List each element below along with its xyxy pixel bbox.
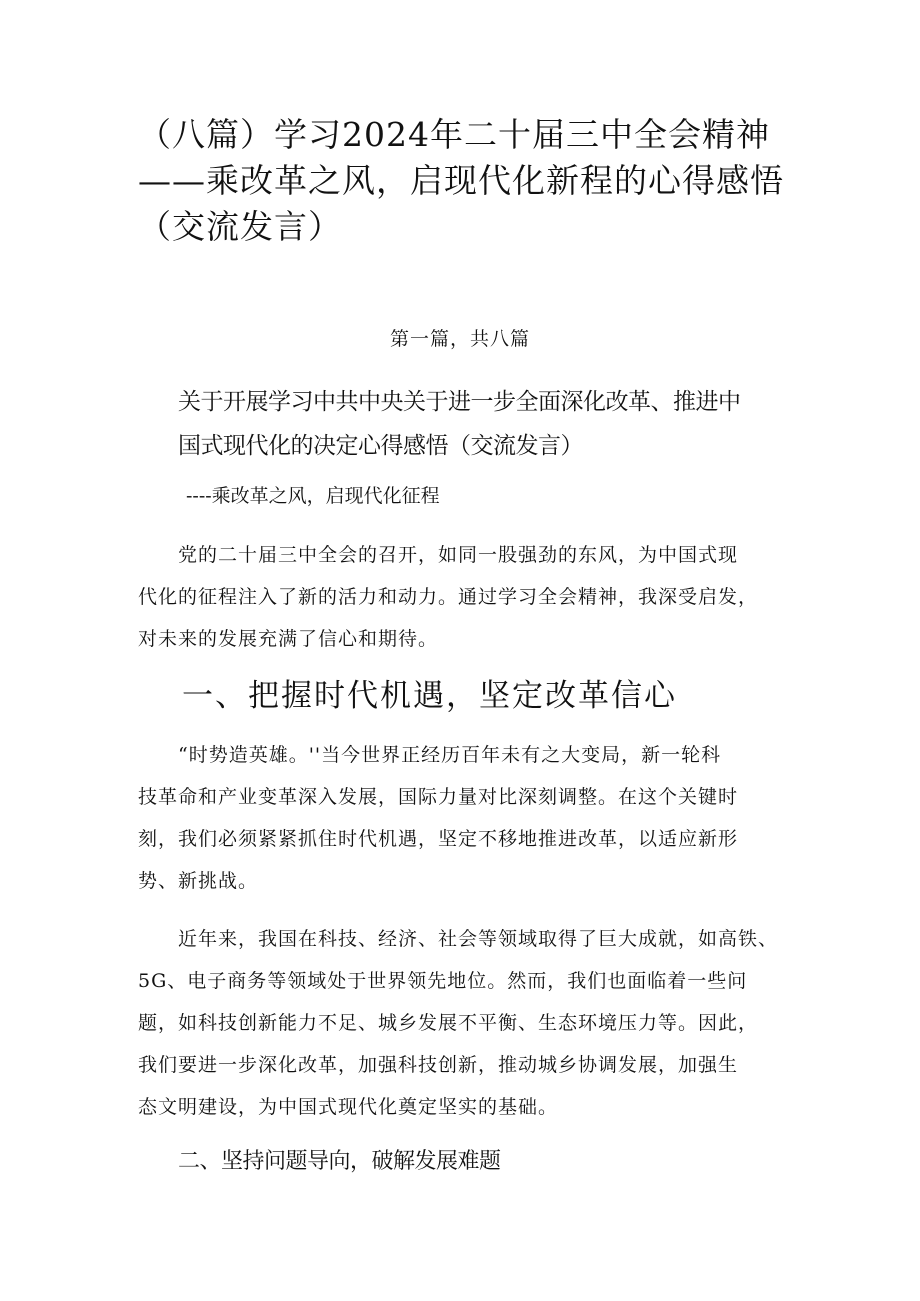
section-1-paragraph-1 [138, 734, 790, 902]
title-line-3: （交流发言） [138, 207, 342, 246]
paragraph-line: 刻，我们必须紧紧抓住时代机遇，坚定不移地推进改革，以适应新形 [138, 828, 739, 850]
paragraph-line: “时势造英雄。''当今世界正经历百年未有之大变局，新一轮科 [138, 744, 722, 766]
paragraph-line: 5G、电子商务等领域处于世界领先地位。然而，我们也面临着一些问 [138, 970, 748, 992]
intro-paragraph [138, 534, 790, 660]
title-line-1: （八篇）学习2024年二十届三中全会精神 [138, 115, 770, 154]
paragraph-line: 态文明建设，为中国式现代化奠定坚实的基础。 [138, 1096, 559, 1118]
sub-heading-line-2: 国式现代化的决定心得感悟（交流发言） [178, 433, 583, 459]
paragraph-line: 势、新挑战。 [138, 870, 259, 892]
section-1-paragraph-2 [138, 918, 790, 1128]
paragraph-line: 我们要进一步深化改革，加强科技创新，推动城乡协调发展，加强生 [138, 1054, 739, 1076]
paragraph-line: 代化的征程注入了新的活力和动力。通过学习全会精神，我深受启发， [138, 586, 759, 608]
paragraph-line: 党的二十届三中全会的召开，如同一股强劲的东风，为中国式现 [138, 544, 739, 566]
paragraph-line: 题，如科技创新能力不足、城乡发展不平衡、生态环境压力等。因此， [138, 1012, 759, 1034]
title-line-2: ——乘改革之风，启现代化新程的心得感悟 [138, 161, 784, 200]
sub-heading [178, 380, 798, 468]
section-1-heading: 一、把握时代机遇，坚定改革信心 [182, 678, 677, 714]
paragraph-line: 对未来的发展充满了信心和期待。 [138, 628, 439, 650]
section-2-heading: 二、坚持问题导向，破解发展难题 [178, 1149, 501, 1174]
paragraph-line: 技革命和产业变革深入发展，国际力量对比深刻调整。在这个关键时 [138, 786, 739, 808]
document-title [138, 112, 818, 250]
tagline: ----乘改革之风，启现代化征程 [186, 485, 440, 507]
part-label: 第一篇，共八篇 [389, 328, 530, 350]
sub-heading-line-1: 关于开展学习中共中央关于进一步全面深化改革、推进中 [178, 389, 741, 415]
paragraph-line: 近年来，我国在科技、经济、社会等领域取得了巨大成就，如高铁、 [138, 928, 779, 950]
